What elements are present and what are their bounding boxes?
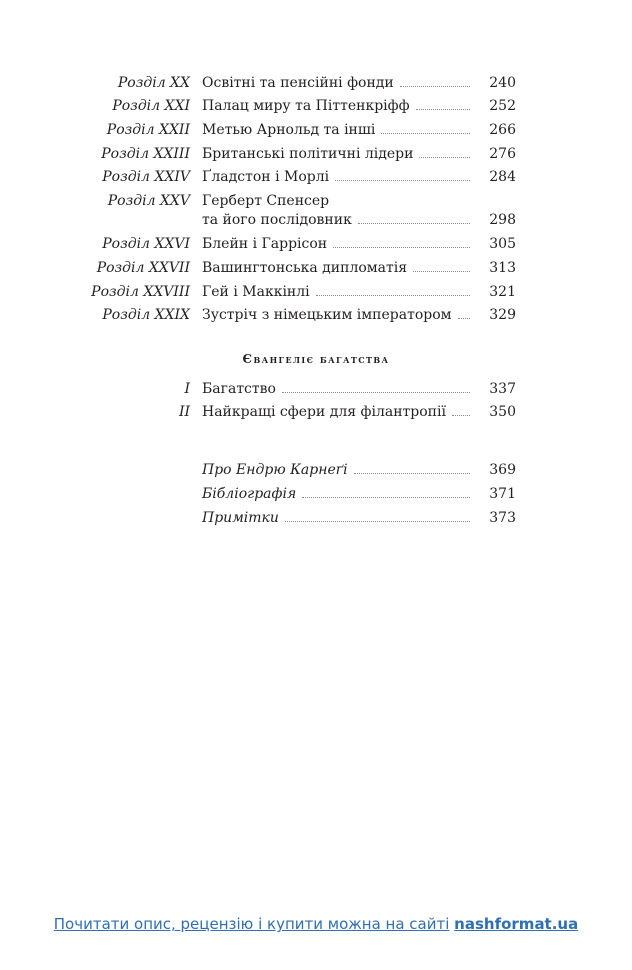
chapter-title: Метью Арнольд та інші [202,122,376,138]
appendix-title: Про Ендрю Карнеґі [202,462,348,478]
leader-dots [285,521,470,522]
page-number: 337 [489,381,516,397]
toc-row-chapter-26 [0,235,632,257]
chapter-title: Ґладстон і Морлі [202,169,330,185]
leader-dots [354,473,470,474]
page-number: 329 [489,307,516,323]
leader-dots [381,133,470,134]
appendix-title: Примітки [202,510,279,526]
chapter-title: Британські політичні лідери [202,146,414,162]
toc-row-section-item-1 [0,380,632,402]
page-number: 276 [489,146,516,162]
chapter-title: Зустріч з німецьким імператором [202,307,452,323]
chapter-label: Розділ XX [117,75,190,91]
chapter-label: Розділ XXIII [101,146,190,162]
toc-row-chapter-25 [0,211,632,233]
toc-row-chapter-28 [0,283,632,305]
leader-dots [282,392,470,393]
page-number: 298 [489,212,516,228]
leader-dots [400,86,470,87]
toc-row-chapter-29 [0,306,632,328]
footer-link-text[interactable]: Почитати опис, рецензію і купити можна на сайті [53,915,450,933]
page-number: 240 [489,75,516,91]
toc-row-chapter-20 [0,74,632,96]
chapter-title: Освітні та пенсійні фонди [202,75,394,91]
page-number: 350 [489,404,516,420]
toc-row-notes [0,509,632,531]
leader-dots [416,109,470,110]
chapter-title: Палац миру та Піттенкріфф [202,98,410,114]
leader-dots [335,180,470,181]
page-number: 371 [489,486,516,502]
chapter-label: Розділ XXV [107,193,190,209]
chapter-label: Розділ XXI [112,98,190,114]
toc-row-chapter-24 [0,168,632,190]
section-item-title: Багатство [202,381,276,397]
chapter-label: Розділ XXII [106,122,190,138]
footer-site-link[interactable]: nashformat.ua [454,915,579,933]
footer-promo-link[interactable] [0,915,632,933]
toc-row-bibliography [0,485,632,507]
page-number: 369 [489,462,516,478]
toc-row-chapter-22 [0,121,632,143]
leader-dots [302,497,470,498]
leader-dots [316,295,470,296]
page-number: 373 [489,510,516,526]
chapter-title-line1: Герберт Спенсер [202,193,330,209]
page-number: 313 [489,260,516,276]
leader-dots [413,271,470,272]
section-item-title: Найкращі сфери для філантропії [202,404,446,420]
page-number: 284 [489,169,516,185]
page-number: 266 [489,122,516,138]
leader-dots [419,157,470,158]
section-item-label: I [184,381,190,397]
chapter-label: Розділ XXVI [102,236,190,252]
chapter-label: Розділ XXVIII [91,284,190,300]
toc-row-chapter-23 [0,145,632,167]
leader-dots [458,318,470,319]
page-number: 252 [489,98,516,114]
appendix-title: Бібліографія [202,486,297,502]
page-number: 321 [489,284,516,300]
leader-dots [358,223,470,224]
chapter-label: Розділ XXIX [102,307,190,323]
chapter-title: Блейн і Гаррісон [202,236,328,252]
chapter-label: Розділ XXIV [102,169,190,185]
leader-dots [452,415,470,416]
toc-row-about-author [0,461,632,483]
chapter-title: та його послідовник [202,212,352,228]
toc-row-chapter-21 [0,97,632,119]
chapter-label: Розділ XXVII [96,260,190,276]
toc-row-chapter-27 [0,259,632,281]
section-heading: Євангеліє багатства [242,352,390,366]
toc-row-section-item-2 [0,403,632,425]
section-item-label: II [178,404,190,420]
chapter-title: Вашингтонська дипломатія [202,260,408,276]
leader-dots [333,247,470,248]
page-number: 305 [489,236,516,252]
chapter-title: Гей і Маккінлі [202,284,310,300]
